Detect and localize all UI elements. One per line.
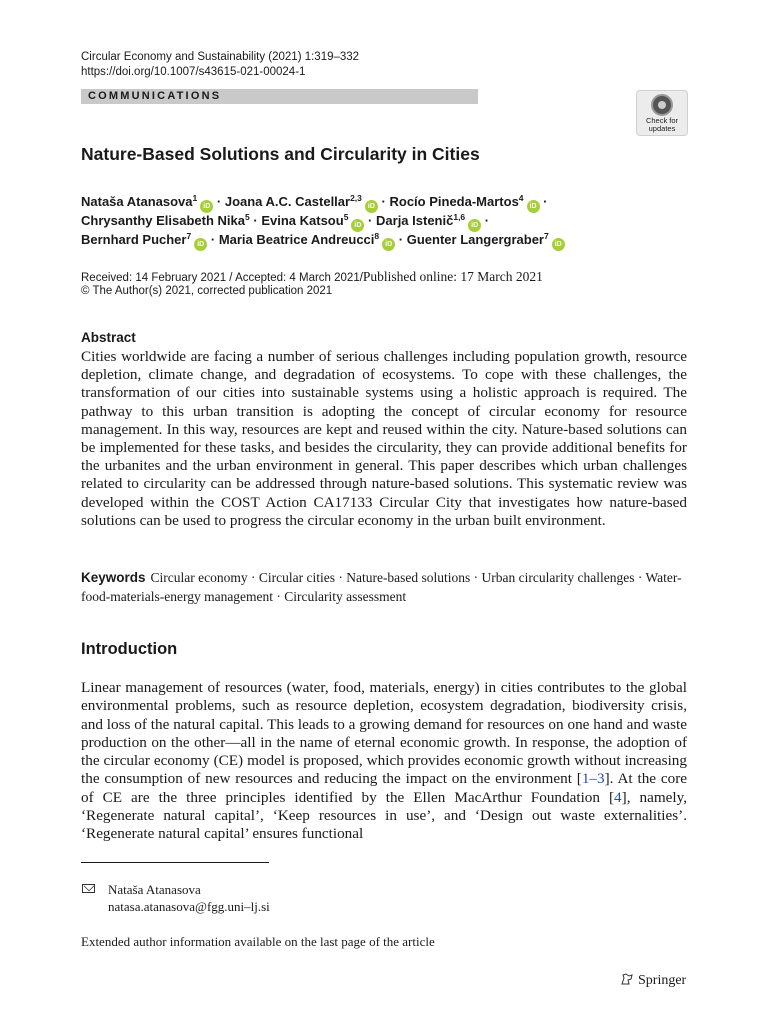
author-name[interactable]: Evina Katsou bbox=[261, 213, 344, 228]
orcid-icon[interactable]: iD bbox=[468, 219, 481, 232]
orcid-icon[interactable]: iD bbox=[382, 238, 395, 251]
intro-text-part: ]. At the core of CE are the three principles identified by the Ellen MacArthur Foundation [ bbox=[81, 770, 687, 806]
keywords-block bbox=[81, 569, 687, 606]
author-separator: · bbox=[381, 194, 386, 209]
author-list-line-3 bbox=[81, 227, 565, 251]
section-label: COMMUNICATIONS bbox=[88, 90, 222, 102]
received-accepted-dates: Received: 14 February 2021 / Accepted: 4 March 2021/ bbox=[81, 272, 363, 284]
author-separator: · bbox=[398, 232, 404, 247]
author-name[interactable]: Nataša Atanasova bbox=[81, 194, 193, 209]
orcid-icon[interactable]: iD bbox=[365, 200, 378, 213]
journal-citation: Circular Economy and Sustainability (2021) 1:319–332 bbox=[81, 51, 360, 63]
author-name[interactable]: Chrysanthy Elisabeth Nika bbox=[81, 213, 245, 228]
copyright-notice: © The Author(s) 2021, corrected publication 2021 bbox=[81, 285, 333, 297]
author-name[interactable]: Darja Istenič bbox=[376, 213, 454, 228]
orcid-icon[interactable]: iD bbox=[552, 238, 565, 251]
author-affiliation: 5 bbox=[343, 212, 349, 222]
author-separator: · bbox=[216, 194, 222, 209]
keywords-label: Keywords bbox=[81, 570, 146, 585]
citation-link[interactable]: 1–3 bbox=[581, 770, 605, 788]
publisher-name: Springer bbox=[638, 973, 687, 988]
author-affiliation: 4 bbox=[518, 193, 524, 203]
intro-text-part: Linear management of resources (water, food, materials, energy) in cities contributes to the global environmental problems, such as resource depletion, ecosystem degradation, biodiversity crisis, and loss of the natural capital. This leads to a growing demand for resources on one hand and waste production on the other—all in the name of eternal economic growth. In response, the adoption of the circular economy (CE) model is proposed, which provides economic growth without increasing the consumption of new resources and reducing the impact on the environment [ bbox=[81, 679, 687, 788]
footnote-divider bbox=[81, 862, 269, 863]
envelope-icon bbox=[82, 884, 95, 893]
author-separator: · bbox=[210, 232, 216, 247]
published-online-date: Published online: 17 March 2021 bbox=[362, 269, 543, 284]
author-separator: · bbox=[484, 213, 490, 228]
author-name[interactable]: Joana A.C. Castellar bbox=[224, 194, 351, 209]
author-name[interactable]: Rocío Pineda-Martos bbox=[389, 194, 519, 209]
keywords-list: Circular economy · Circular cities · Nature-based solutions · Urban circularity challenges · Water-food-materials-energy management · Circularity assessment bbox=[81, 570, 682, 604]
check-for-updates-badge[interactable] bbox=[636, 90, 688, 136]
extended-author-info: Extended author information available on the last page of the article bbox=[81, 934, 435, 949]
check-updates-icon bbox=[651, 94, 673, 116]
author-affiliation: 5 bbox=[245, 212, 250, 222]
intro-text-part: ], namely, ‘Regenerate natural capital’, ‘Keep resources in use’, and ‘Design out waste externalities’. ‘Regenerate natural capital’ ensures functional bbox=[81, 788, 688, 843]
doi-link[interactable]: https://doi.org/10.1007/s43615-021-00024-1 bbox=[81, 66, 306, 78]
springer-horse-icon bbox=[620, 972, 634, 986]
author-separator: · bbox=[368, 213, 373, 228]
author-affiliation: 1 bbox=[192, 193, 198, 203]
citation-link[interactable]: 4 bbox=[614, 788, 622, 806]
author-name[interactable]: Bernhard Pucher bbox=[81, 232, 187, 247]
check-updates-label: Check for updates bbox=[645, 116, 679, 133]
author-separator: · bbox=[253, 213, 258, 228]
orcid-icon[interactable]: iD bbox=[200, 200, 213, 213]
abstract-heading: Abstract bbox=[81, 330, 136, 345]
author-affiliation: 7 bbox=[544, 231, 549, 241]
author-affiliation: 8 bbox=[374, 231, 380, 241]
introduction-heading: Introduction bbox=[81, 640, 178, 658]
author-affiliation: 2,3 bbox=[350, 193, 362, 203]
orcid-icon[interactable]: iD bbox=[351, 219, 364, 232]
author-separator: · bbox=[543, 194, 548, 209]
corresponding-author-email[interactable]: natasa.atanasova@fgg.uni–lj.si bbox=[108, 899, 270, 914]
publisher-logo bbox=[620, 972, 686, 990]
abstract-body: Cities worldwide are facing a number of serious challenges including population growth, resource depletion, climate change, and degradation of ecosystems. To cope with these challenges, the transformation of our cities into sustainable systems using a holistic approach is required. The pathway to this urban transition is adopting the concept of circular economy for resource management. In this way, resources are kept and reused within the city. Nature-based solutions can be implemented for these tasks, and besides the circularity, they can provide additional benefits for the urbanites and the urban environment in general. This paper describes which urban challenges related to circularity can be addressed through nature-based solutions. This systematic review was developed within the COST Action CA17133 Circular City that investigates how nature-based solutions can be used to progress the circular economy in the urban built environment. bbox=[81, 348, 687, 529]
author-name[interactable]: Guenter Langergraber bbox=[406, 232, 544, 247]
author-affiliation: 1,6 bbox=[453, 212, 466, 222]
corresponding-author-name: Nataša Atanasova bbox=[108, 882, 201, 897]
orcid-icon[interactable]: iD bbox=[527, 200, 540, 213]
introduction-body bbox=[81, 679, 687, 844]
article-title: Nature-Based Solutions and Circularity in Cities bbox=[81, 144, 480, 164]
author-name[interactable]: Maria Beatrice Andreucci bbox=[218, 232, 375, 247]
section-banner bbox=[81, 89, 478, 104]
orcid-icon[interactable]: iD bbox=[194, 238, 207, 251]
author-affiliation: 7 bbox=[186, 231, 192, 241]
